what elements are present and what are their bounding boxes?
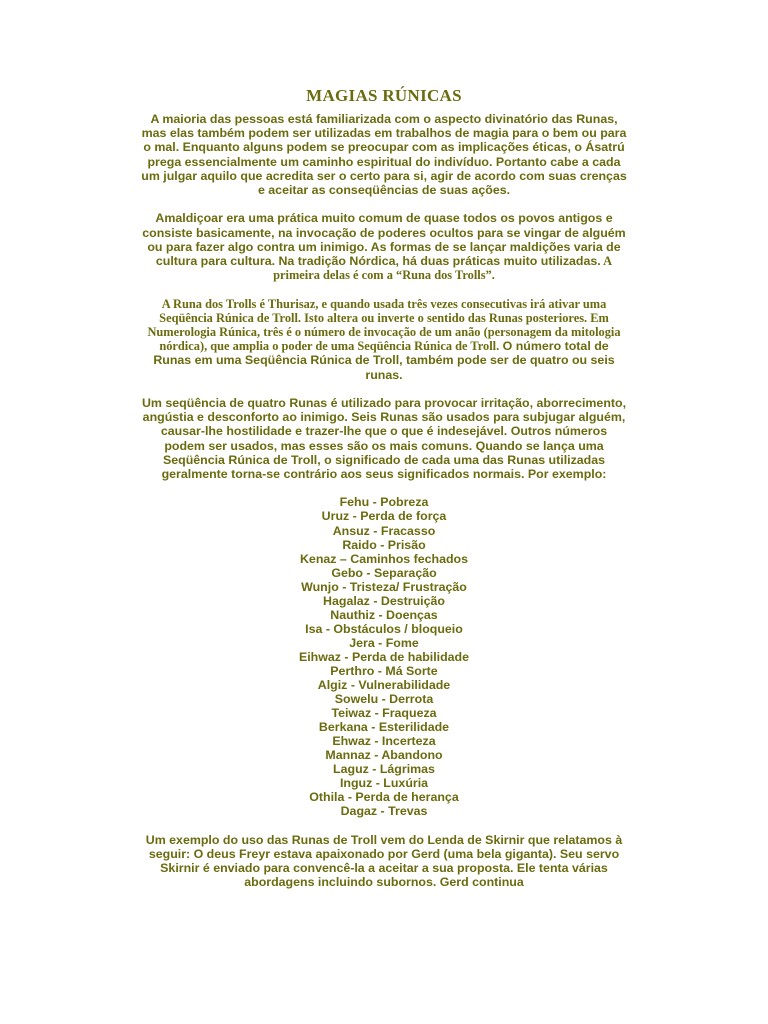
list-item: Fehu - Pobreza [339,495,429,510]
list-item: Sowelu - Derrota [334,692,434,707]
list-item: Jera - Fome [349,635,419,650]
paragraph-curses-tail: A primeira delas é com a “Runa dos Trolls”. [273,254,613,283]
paragraph-troll-rune-rest: O número total de Runas em uma Seqüência Rúnica de Troll, também pode ser de quatro ou seis runas. [153,339,615,382]
list-item: Mannaz - Abandono [325,748,443,763]
paragraph-skirnir: Um exemplo do uso das Runas de Troll vem do Lenda de Skirnir que relatamos à seguir: O deus Freyr estava apaixonado por Gerd (uma bela giganta). Seu servo Skirnir é enviado para convencê-la a aceitar a sua proposta. Ele tenta várias abordagens incluindo subornos. Gerd continua [145,832,623,890]
list-item: Uruz - Perda de força [321,509,447,524]
list-item: Inguz - Luxúria [339,776,429,791]
list-item: Teiwaz - Fraqueza [331,706,437,721]
document-title: MAGIAS RÚNICAS [306,86,462,105]
list-item: Perthro - Má Sorte [330,663,438,678]
list-item: Ansuz - Fracasso [332,523,436,538]
list-item: Berkana - Esterilidade [318,720,450,735]
paragraph-curses-text: Amaldiçoar era uma prática muito comum de quase todos os povos antigos e consiste basicamente, na invocação de poderes ocultos para se vingar de alguém ou para fazer algo contra um inimigo. As formas de se lançar maldições varia de cultura para cultura. Na tradição Nórdica, há duas práticas muito utilizadas. [142,211,626,269]
list-item: Gebo - Separação [331,565,437,580]
paragraph-curses [140,211,628,282]
list-item: Dagaz - Trevas [340,804,428,819]
list-item: Eihwaz - Perda de habilidade [298,649,470,664]
list-item: Raido - Prisão [342,537,426,552]
list-item: Othila - Perda de herança [309,790,459,805]
list-item: Hagalaz - Destruição [323,593,445,608]
paragraph-intro: A maioria das pessoas está familiarizada com o aspecto divinatório das Runas, mas elas também podem ser utilizadas em trabalhos de magia para o bem ou para o mal. Enquanto alguns podem se preocupar com as implicações éticas, o Ásatrú prega essencialmente um caminho espiritual do indivíduo. Portanto cabe a cada um julgar aquilo que acredita ser o certo para si, agir de acordo com suas crenças e aceitar as conseqüências de suas ações. [141,112,627,198]
paragraph-troll-rune [140,297,628,382]
list-item: Ehwaz - Incerteza [332,734,436,749]
list-item: Isa - Obstáculos / bloqueio [305,621,463,636]
list-item: Laguz - Lágrimas [333,762,435,777]
paragraph-sequences: Um seqüência de quatro Runas é utilizado para provocar irritação, aborrecimento, angústia e desconforto ao inimigo. Seis Runas são usados para subjugar alguém, causar-lhe hostilidade e trazer-lhe que o que é indesejável. Outros números podem ser usados, mas esses são os mais comuns. Quando se lança uma Seqüência Rúnica de Troll, o significado de cada uma das Runas utilizadas geralmente torna-se contrário aos seus significados normais. Por exemplo: [141,396,627,482]
list-item: Algiz - Vulnerabilidade [317,678,451,693]
list-item: Kenaz – Caminhos fechados [299,551,468,566]
list-item: Wunjo - Tristeza/ Frustração [301,579,467,594]
document-page [140,86,628,904]
paragraph-troll-rune-lead: A Runa dos Trolls é Thurisaz, e quando usada três vezes consecutivas irá ativar uma Seqüência Rúnica de Troll. Isto altera ou inverte o sentido das Runas posteriores. Em Numerologia Rúnica, três é o número de invocação de um anão (personagem da mitologia nórdica), que amplia o poder de uma Seqüência Rúnica de Troll. [147,296,621,354]
rune-meanings-list [140,495,628,818]
list-item: Nauthiz - Doenças [330,607,438,622]
